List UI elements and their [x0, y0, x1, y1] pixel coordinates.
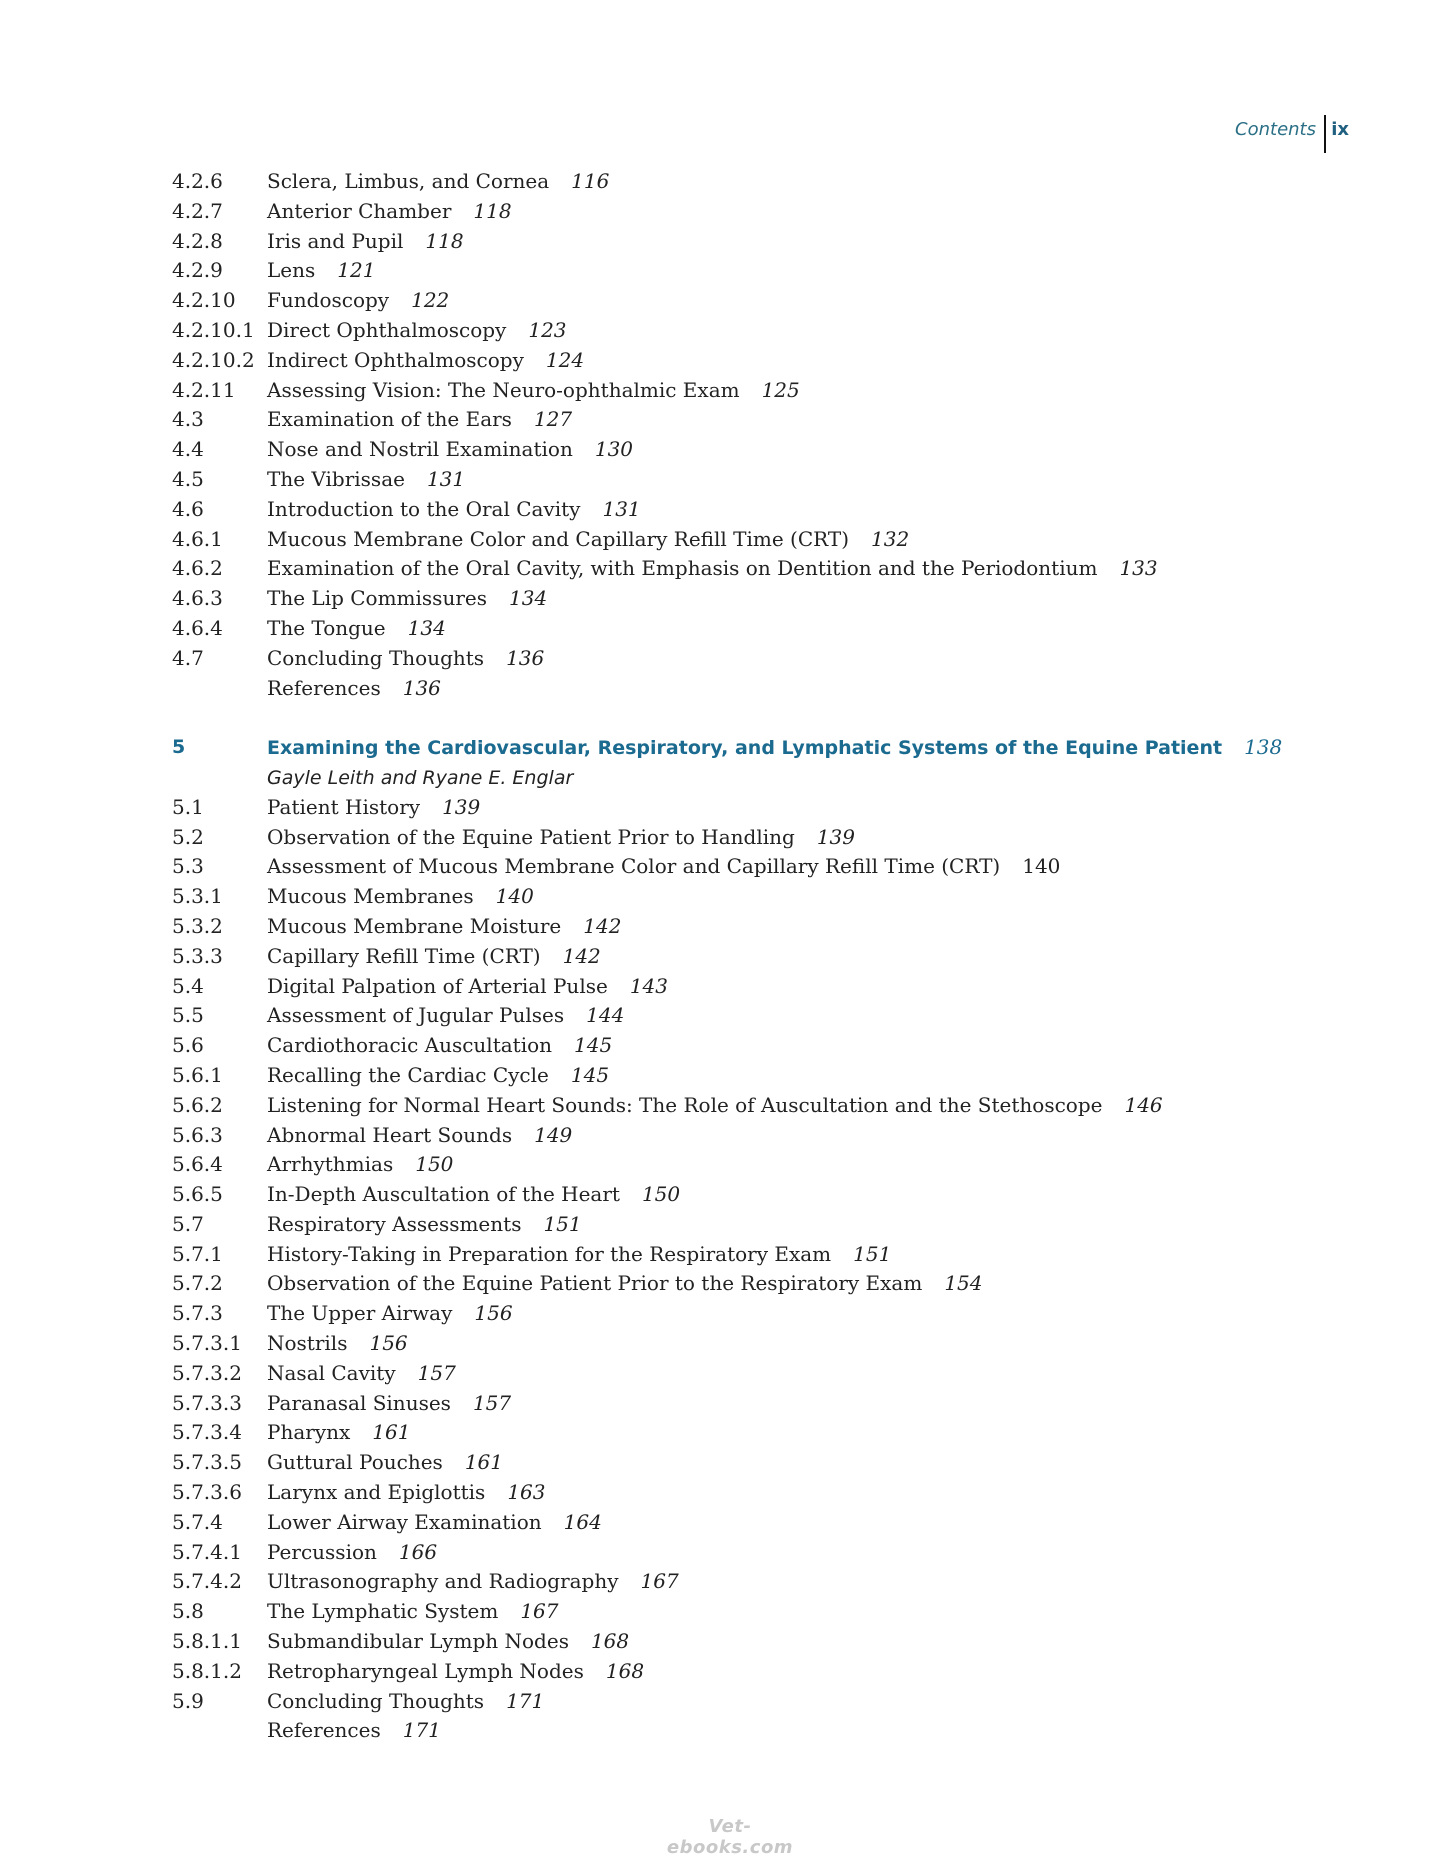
toc-page: 142	[583, 913, 622, 938]
toc-entry[interactable]	[172, 1091, 1272, 1121]
toc-entry[interactable]	[172, 644, 1272, 674]
toc-page: 150	[415, 1152, 454, 1177]
chapter-page: 138	[1244, 735, 1283, 760]
toc-title: Mucous Membrane Color and Capillary Refill Time (CRT)	[267, 526, 850, 551]
toc-title: Recalling the Cardiac Cycle	[267, 1062, 549, 1087]
chapter-authors-row	[172, 763, 1272, 793]
chapter-number: 5	[172, 736, 186, 759]
toc-page: 151	[853, 1241, 892, 1266]
toc-number: 5.7.3.5	[172, 1450, 242, 1475]
toc-entry[interactable]	[172, 912, 1272, 942]
toc-number: 4.2.6	[172, 169, 223, 193]
chapter-heading[interactable]	[172, 733, 1283, 763]
toc-number: 4.2.10.2	[172, 347, 255, 372]
toc-page: 145	[574, 1033, 613, 1058]
toc-page: 132	[871, 526, 910, 551]
toc-title: Cardiothoracic Auscultation	[267, 1033, 553, 1058]
toc-page: 121	[337, 258, 376, 283]
toc-page: 168	[590, 1629, 630, 1654]
toc-page: 145	[570, 1062, 610, 1087]
toc-entry[interactable]	[172, 1269, 1272, 1299]
toc-page: 118	[425, 228, 464, 253]
toc-title: History-Taking in Preparation for the Respiratory Exam	[267, 1241, 832, 1266]
toc-number: 4.6	[172, 496, 204, 521]
running-head	[1150, 112, 1366, 156]
toc-title: References	[267, 1718, 381, 1743]
toc-title: The Tongue	[267, 615, 386, 640]
toc-page: 161	[464, 1450, 503, 1475]
toc-entry[interactable]	[172, 942, 1272, 972]
toc-page: 149	[534, 1122, 573, 1147]
toc-page: 131	[602, 496, 641, 521]
toc-page: 123	[528, 317, 567, 342]
toc-title: Paranasal Sinuses	[267, 1390, 451, 1415]
toc-number: 5.8	[172, 1599, 204, 1624]
toc-page: 167	[640, 1569, 679, 1594]
toc-number: 4.5	[172, 466, 204, 491]
toc-number: 5.5	[172, 1003, 204, 1028]
toc-title: The Lymphatic System	[267, 1599, 499, 1624]
toc-number: 5.6.5	[172, 1182, 223, 1207]
toc-title: Iris and Pupil	[267, 228, 404, 253]
toc-page: 154	[944, 1271, 983, 1296]
toc-number: 5.7.4	[172, 1509, 223, 1534]
toc-page: 127	[533, 407, 573, 432]
toc-entry[interactable]	[172, 1478, 1272, 1508]
toc-title: Percussion	[267, 1539, 377, 1564]
toc-number: 5.6.1	[172, 1062, 223, 1087]
toc-title: Sclera, Limbus, and Cornea	[267, 169, 550, 193]
toc-number: 5.7.2	[172, 1271, 223, 1296]
toc-title: Mucous Membranes	[267, 884, 474, 909]
toc-page: 122	[411, 288, 450, 313]
toc-entry[interactable]	[172, 1657, 1272, 1687]
toc-title: Retropharyngeal Lymph Nodes	[267, 1658, 584, 1683]
toc-page: 144	[586, 1003, 625, 1028]
toc-title: Mucous Membrane Moisture	[267, 913, 562, 938]
toc-page: 136	[402, 675, 441, 700]
toc-page: 124	[545, 347, 585, 372]
toc-entry[interactable]	[172, 793, 1272, 823]
toc-number: 4.6.1	[172, 526, 223, 551]
toc-title: Assessment of Jugular Pulses	[267, 1003, 565, 1028]
toc-entry[interactable]	[172, 495, 1272, 525]
toc-title: Digital Palpation of Arterial Pulse	[267, 973, 608, 998]
toc-number: 5.6.3	[172, 1122, 223, 1147]
toc-number: 5.7.3	[172, 1301, 223, 1326]
toc-title: Submandibular Lymph Nodes	[267, 1629, 569, 1654]
toc-number: 4.3	[172, 407, 204, 432]
toc-entry[interactable]	[172, 1418, 1272, 1448]
toc-number: 4.7	[172, 645, 204, 670]
toc-section-before	[172, 167, 1272, 703]
toc-page: 157	[472, 1390, 512, 1415]
toc-page: 134	[407, 615, 446, 640]
toc-entry[interactable]	[172, 405, 1272, 435]
toc-page: 136	[506, 645, 545, 670]
toc-title: The Upper Airway	[267, 1301, 453, 1326]
toc-entry[interactable]	[172, 1001, 1272, 1031]
toc-entry[interactable]	[172, 1240, 1272, 1270]
toc-page: 167	[520, 1599, 559, 1624]
toc-entry[interactable]	[172, 1329, 1272, 1359]
toc-entry[interactable]	[172, 1567, 1272, 1597]
toc-title: Listening for Normal Heart Sounds: The Role of Auscultation and the Stethoscope	[267, 1092, 1103, 1117]
toc-title: Indirect Ophthalmoscopy	[267, 347, 524, 372]
toc-title: Assessing Vision: The Neuro-ophthalmic Exam	[267, 377, 740, 402]
toc-title: Ultrasonography and Radiography	[267, 1569, 619, 1594]
toc-entry[interactable]	[172, 882, 1272, 912]
toc-entry[interactable]	[172, 1121, 1272, 1151]
toc-page: 150	[641, 1182, 681, 1207]
toc-number: 4.2.7	[172, 198, 223, 223]
toc-number: 5.6.2	[172, 1092, 223, 1117]
toc-title: Assessment of Mucous Membrane Color and Capillary Refill Time (CRT)	[267, 854, 1001, 879]
toc-number: 4.2.11	[172, 377, 236, 402]
toc-number: 5.1	[172, 794, 204, 819]
toc-entry[interactable]	[172, 823, 1272, 853]
toc-title: Fundoscopy	[267, 288, 390, 313]
toc-entry[interactable]	[172, 1210, 1272, 1240]
toc-title: Observation of the Equine Patient Prior to Handling	[267, 824, 795, 849]
toc-number: 5.9	[172, 1688, 204, 1713]
toc-entry[interactable]	[172, 167, 1272, 197]
toc-entry[interactable]	[172, 286, 1272, 316]
toc-title: Pharynx	[267, 1420, 351, 1445]
toc-entry[interactable]	[172, 1359, 1272, 1389]
toc-number: 4.6.4	[172, 615, 223, 640]
toc-number: 5.8.1.2	[172, 1658, 242, 1683]
toc-number: 5.7.3.4	[172, 1420, 242, 1445]
toc-entry[interactable]	[172, 227, 1272, 257]
toc-number: 5.3	[172, 854, 204, 879]
toc-number: 5.3.2	[172, 913, 223, 938]
toc-number: 4.2.10.1	[172, 317, 255, 342]
toc-title: Guttural Pouches	[267, 1450, 443, 1475]
toc-number: 5.6.4	[172, 1152, 223, 1177]
toc-title: Anterior Chamber	[267, 198, 452, 223]
toc-number: 4.2.8	[172, 228, 223, 253]
table-of-contents	[172, 167, 1283, 1746]
toc-entry[interactable]	[172, 346, 1272, 376]
toc-page: 168	[605, 1658, 645, 1683]
toc-title: The Lip Commissures	[267, 586, 487, 611]
toc-number: 4.6.3	[172, 586, 223, 611]
toc-number: 4.2.9	[172, 258, 223, 283]
toc-title: Arrhythmias	[267, 1152, 394, 1177]
toc-page: 166	[398, 1539, 438, 1564]
toc-page: 125	[761, 377, 800, 402]
toc-title: References	[267, 675, 381, 700]
toc-entry[interactable]	[172, 197, 1272, 227]
toc-page: 143	[629, 973, 668, 998]
toc-number: 4.2.10	[172, 288, 236, 313]
toc-number: 5.7.3.6	[172, 1480, 242, 1505]
toc-number: 5.7.4.1	[172, 1539, 242, 1564]
toc-entry[interactable]	[172, 1389, 1272, 1419]
toc-title: Concluding Thoughts	[267, 1688, 485, 1713]
toc-entry[interactable]	[172, 1031, 1272, 1061]
toc-number: 5.4	[172, 973, 204, 998]
toc-page: 140	[1022, 854, 1061, 879]
toc-number: 5.3.1	[172, 884, 223, 909]
toc-entry[interactable]	[172, 1508, 1272, 1538]
toc-entry[interactable]	[172, 1597, 1272, 1627]
toc-entry[interactable]	[172, 614, 1272, 644]
toc-page: 161	[372, 1420, 411, 1445]
toc-page: 133	[1119, 556, 1158, 581]
toc-entry[interactable]	[172, 316, 1272, 346]
toc-entry[interactable]	[172, 1150, 1272, 1180]
toc-title: Nasal Cavity	[267, 1360, 396, 1385]
toc-page: 142	[562, 943, 601, 968]
toc-page: 130	[594, 437, 634, 462]
toc-page: 139	[816, 824, 856, 849]
toc-entry[interactable]	[172, 1538, 1272, 1568]
toc-title: Introduction to the Oral Cavity	[267, 496, 581, 521]
toc-page: 118	[473, 198, 512, 223]
toc-page: 139	[442, 794, 481, 819]
toc-number: 5.7.3.2	[172, 1360, 242, 1385]
toc-page: 116	[571, 169, 610, 193]
watermark-logo: Vet-ebooks.com	[666, 1816, 794, 1858]
toc-title: Nostrils	[267, 1331, 348, 1356]
toc-entry[interactable]	[172, 376, 1272, 406]
toc-page: 164	[563, 1509, 602, 1534]
running-head-rule	[1324, 115, 1326, 153]
toc-entry[interactable]	[172, 972, 1272, 1002]
toc-entry[interactable]	[172, 852, 1272, 882]
toc-number: 5.7	[172, 1211, 204, 1236]
toc-title: Lens	[267, 258, 316, 283]
page-number: ix	[1331, 119, 1349, 140]
toc-title: Capillary Refill Time (CRT)	[267, 943, 541, 968]
toc-number: 5.6	[172, 1033, 204, 1058]
toc-page: 171	[402, 1718, 441, 1743]
toc-title: The Vibrissae	[267, 466, 405, 491]
toc-entry[interactable]	[172, 1448, 1272, 1478]
toc-page: 156	[369, 1331, 408, 1356]
running-head-label: Contents	[1235, 119, 1316, 140]
toc-title: In-Depth Auscultation of the Heart	[267, 1182, 620, 1207]
toc-entry[interactable]	[172, 465, 1272, 495]
toc-page: 151	[543, 1211, 582, 1236]
toc-title: Examination of the Oral Cavity, with Emphasis on Dentition and the Periodontium	[267, 556, 1098, 581]
toc-page: 140	[495, 884, 534, 909]
toc-entry[interactable]	[172, 674, 1272, 704]
toc-entry[interactable]	[172, 584, 1272, 614]
toc-page: 131	[426, 466, 466, 491]
toc-number: 5.7.3.3	[172, 1390, 242, 1415]
toc-number: 5.7.4.2	[172, 1569, 242, 1594]
toc-number: 5.2	[172, 824, 204, 849]
toc-entry[interactable]	[172, 1627, 1272, 1657]
toc-number: 5.8.1.1	[172, 1629, 242, 1654]
toc-entry[interactable]	[172, 1180, 1272, 1210]
toc-entry[interactable]	[172, 1299, 1272, 1329]
toc-page: 156	[474, 1301, 513, 1326]
toc-title: Larynx and Epiglottis	[267, 1480, 486, 1505]
toc-page: 171	[506, 1688, 545, 1713]
toc-title: Respiratory Assessments	[267, 1211, 522, 1236]
toc-title: Concluding Thoughts	[267, 645, 485, 670]
toc-number: 5.7.3.1	[172, 1331, 242, 1356]
toc-entry[interactable]	[172, 256, 1272, 286]
toc-number: 5.3.3	[172, 943, 223, 968]
toc-title: Direct Ophthalmoscopy	[267, 317, 507, 342]
toc-entry[interactable]	[172, 435, 1272, 465]
toc-title: Patient History	[267, 794, 421, 819]
toc-spacer	[172, 703, 1272, 733]
toc-entry[interactable]	[172, 1716, 1272, 1746]
toc-number: 5.7.1	[172, 1241, 223, 1266]
chapter-title: Examining the Cardiovascular, Respiratory, and Lymphatic Systems of the Equine Patient	[267, 737, 1223, 760]
toc-title: Nose and Nostril Examination	[267, 437, 573, 462]
toc-page: 157	[417, 1360, 456, 1385]
toc-entry[interactable]	[172, 1061, 1272, 1091]
toc-page: 163	[507, 1480, 546, 1505]
toc-title: Lower Airway Examination	[267, 1509, 542, 1534]
toc-page: 146	[1124, 1092, 1163, 1117]
toc-number: 4.4	[172, 437, 204, 462]
toc-entry[interactable]	[172, 1687, 1272, 1717]
toc-title: Examination of the Ears	[267, 407, 512, 432]
toc-page: 134	[509, 586, 548, 611]
toc-entry[interactable]	[172, 554, 1272, 584]
toc-title: Observation of the Equine Patient Prior to the Respiratory Exam	[267, 1271, 923, 1296]
toc-number: 4.6.2	[172, 556, 223, 581]
chapter-authors: Gayle Leith and Ryane E. Englar	[267, 766, 574, 789]
toc-title: Abnormal Heart Sounds	[267, 1122, 513, 1147]
toc-section-after	[172, 793, 1272, 1747]
toc-entry[interactable]	[172, 525, 1272, 555]
